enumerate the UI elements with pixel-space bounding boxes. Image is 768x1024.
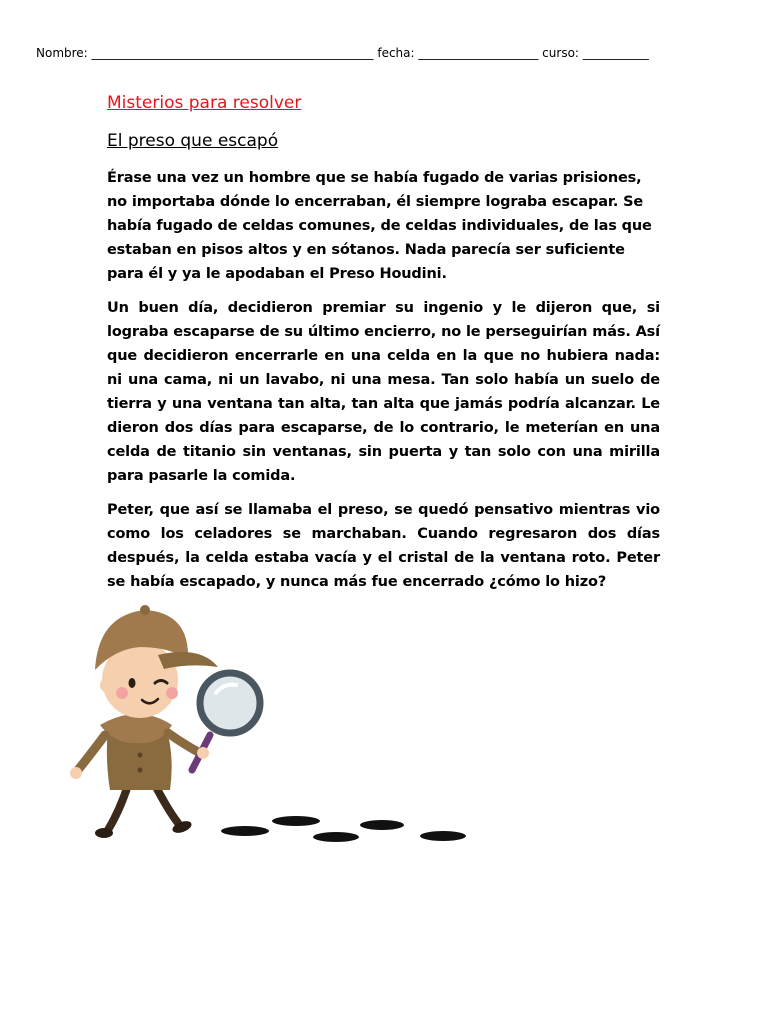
footprints-icon (221, 816, 466, 842)
paragraph-3: Peter, que así se llamaba el preso, se quedó pensativo mientras vio como los celadores se marchaban. Cuando regresaron dos días después, la celda estaba vacía y el cristal de la ventana roto. Peter se había escapado, y nunca más fue encerrado ¿cómo lo hizo? (107, 502, 660, 590)
detective-illustration (60, 585, 480, 860)
story-title: El preso que escapó (107, 131, 279, 151)
student-info-header: Nombre: _______________________________________________ fecha: ____________________ curso: ___________ (36, 46, 649, 60)
main-title: Misterios para resolver (107, 93, 302, 113)
paragraph-1: Érase una vez un hombre que se había fugado de varias prisiones, no importaba dónde lo encerraban, él siempre lograba escapar. Se había fugado de celdas comunes, de celdas individuales, de las que estaban en pisos altos y en sótanos. Nada parecía ser suficiente para él y ya le apodaban el Preso Houdini. (107, 170, 652, 282)
story-text (107, 166, 660, 604)
paragraph-2: Un buen día, decidieron premiar su ingenio y le dijeron que, si lograba escaparse de su último encierro, no le perseguirían más. Así que decidieron encerrarle en una celda en la que no hubiera nada: ni una cama, ni un lavabo, ni una mesa. Tan solo había un suelo de tierra y una ventana tan alta, tan alta que jamás podría alcanzar. Le dieron dos días para escaparse, de lo contrario, le meterían en una celda de titanio sin ventanas, sin puerta y tan solo con una mirilla para pasarle la comida. (107, 300, 660, 484)
detective-with-magnifying-glass-icon (60, 585, 480, 860)
